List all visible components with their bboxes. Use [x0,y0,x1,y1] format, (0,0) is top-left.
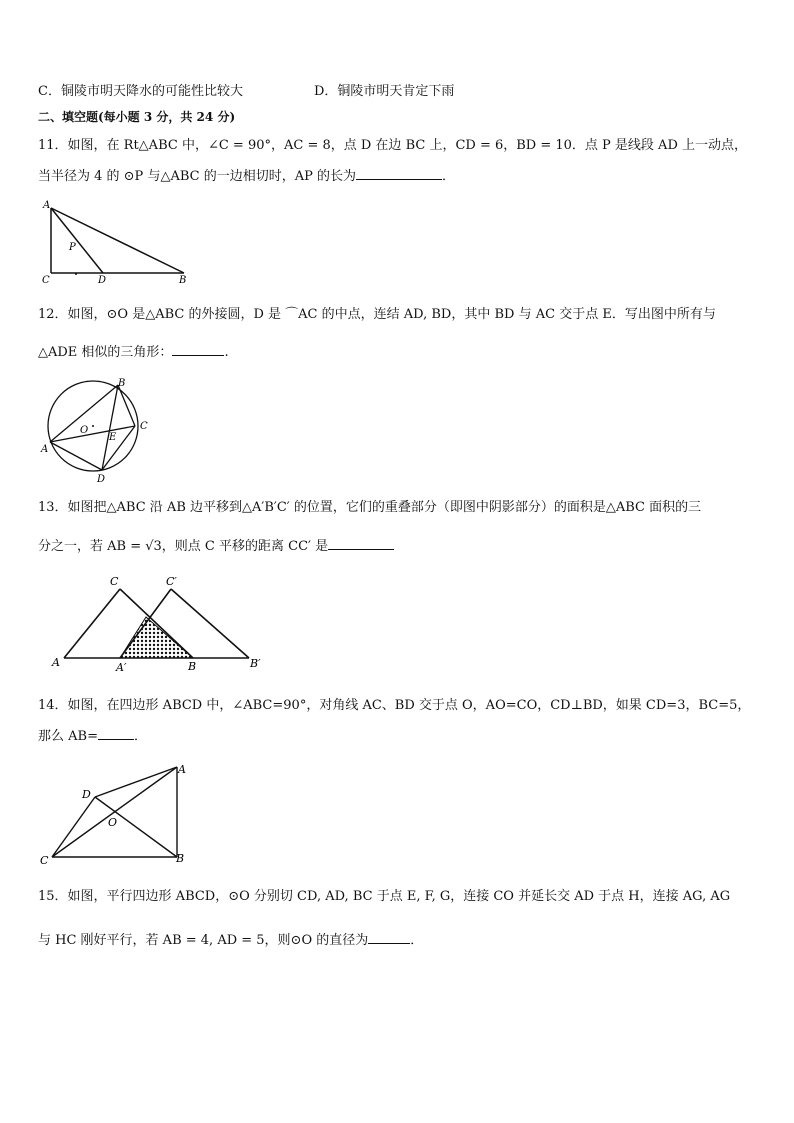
q12-line1: 12．如图，⊙O 是△ABC 的外接圆，D 是 ⌒AC 的中点，连结 AD, BD，其中 BD 与 AC 交于点 E．写出图中所有与 [38,307,716,322]
q13-label-c1: C′ [166,575,177,588]
q14-label-b: B [176,852,185,865]
q12-label-a: A [41,444,49,455]
q14-line1: 14．如图，在四边形 ABCD 中，∠ABC=90°，对角线 AC、BD 交于点 O，AO=CO，CD⊥BD，如果 CD=3，BC=5， [38,698,751,713]
q11-label-c: C [42,275,50,286]
q14-end: ． [133,729,147,744]
q13-figure [48,571,273,673]
q13-line1: 13．如图把△ABC 沿 AB 边平移到△A′B′C′ 的位置，它们的重叠部分（即图中阴影部分）的面积是△ABC 面积的三 [38,500,702,515]
q11-label-p: P [69,242,76,253]
q11-label-a: A [43,200,51,211]
q13-label-b1: B′ [250,657,261,670]
q14-label-c: C [40,854,49,867]
q14-label-o: O [108,816,118,829]
q12-label-e: E [109,432,117,443]
q12-text: △ADE 相似的三角形： [38,345,173,360]
q12-answer-blank[interactable] [172,343,224,356]
section-heading: 二、填空题(每小题 3 分，共 24 分) [38,110,236,124]
q15-line1: 15．如图，平行四边形 ABCD，⊙O 分别切 CD, AD, BC 于点 E, F, G，连接 CO 并延长交 AD 于点 H，连接 AG, AG [38,889,731,904]
q11-text: 当半径为 4 的 ⊙P 与△ABC 的一边相切时，AP 的长为 [38,169,356,184]
q11-end: ． [441,169,455,184]
q11-line1: 11．如图，在 Rt△ABC 中，∠C = 90°，AC = 8，点 D 在边 BC 上，CD = 6，BD = 10．点 P 是线段 AD 上一动点， [38,138,748,153]
q14-label-d: D [82,788,91,801]
q15-end: ． [410,933,424,948]
q15-line2 [38,931,423,950]
q14-label-a: A [178,763,186,776]
q11-answer-blank[interactable] [356,167,442,180]
q13-label-a: A [52,656,60,669]
q11-figure [36,196,196,288]
q13-label-a1: A′ [116,661,127,673]
q14-figure [36,758,196,870]
q15-answer-blank[interactable] [368,931,410,944]
q12-figure [36,374,156,486]
q11-label-b: B [179,275,187,286]
q13-label-b: B [188,660,197,673]
q12-label-b: B [118,378,126,389]
q11-label-d: D [98,275,107,286]
q13-line2 [38,537,394,556]
q13-label-c: C [110,575,119,588]
q15-text: 与 HC 刚好平行，若 AB = 4, AD = 5，则⊙O 的直径为 [38,933,369,948]
q14-line2 [38,727,147,746]
q14-answer-blank[interactable] [98,727,134,740]
q12-label-c: C [140,421,148,432]
q12-line2 [38,343,229,362]
option-c: C．铜陵市明天降水的可能性比较大 [38,84,243,99]
q13-answer-blank[interactable] [328,537,394,550]
option-d: D．铜陵市明天肯定下雨 [314,84,455,99]
q14-text: 那么 AB= [38,729,98,744]
q13-text: 分之一，若 AB = √3，则点 C 平移的距离 CC′ 是 [38,539,329,554]
q12-label-d: D [97,474,106,485]
q11-line2 [38,167,455,186]
q12-label-o: O [80,425,89,436]
q12-end: . [224,345,229,360]
